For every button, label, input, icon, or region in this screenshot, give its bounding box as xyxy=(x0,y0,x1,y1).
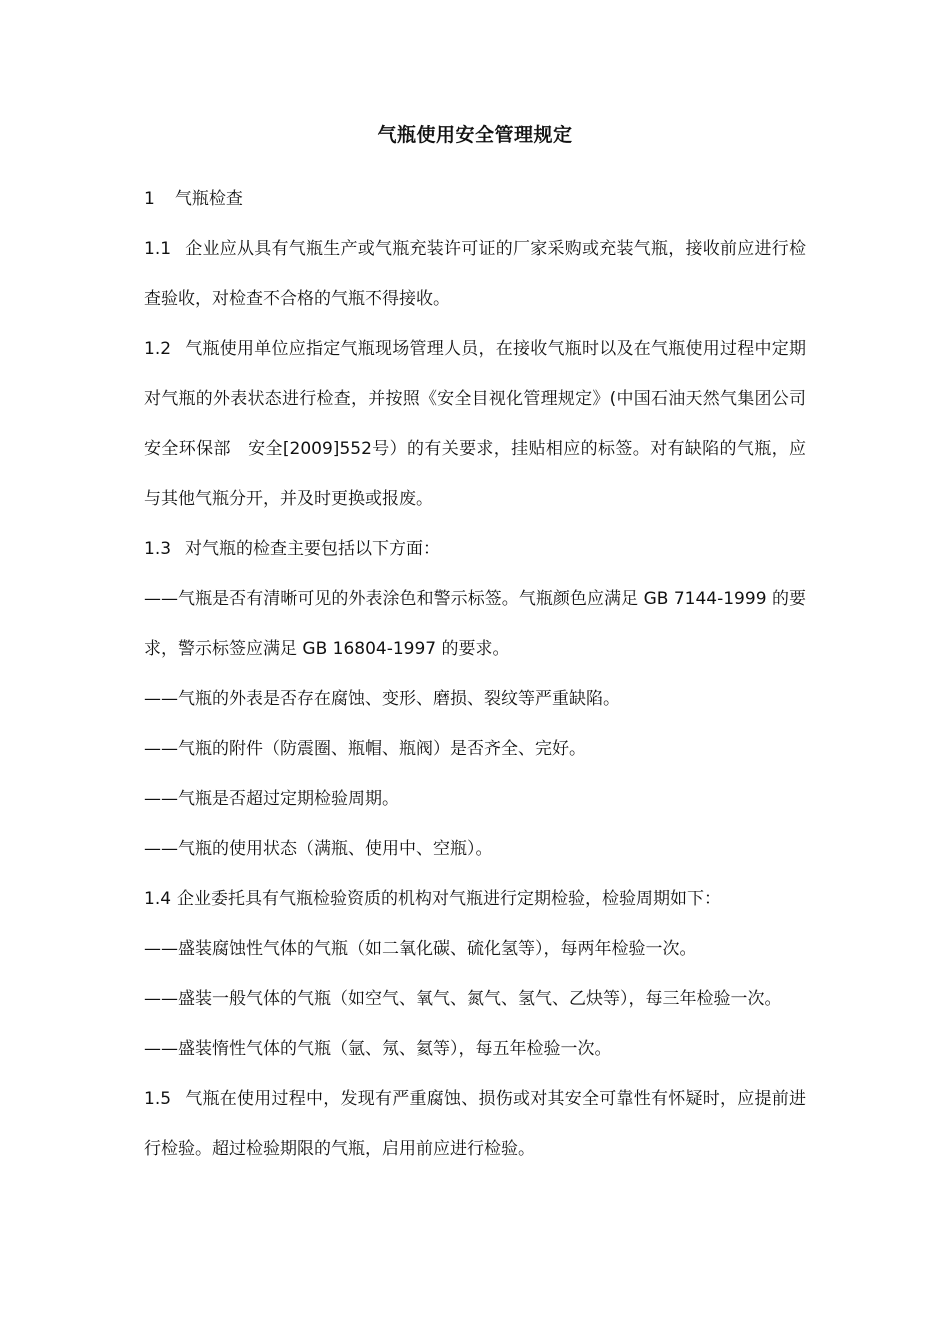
clause-paragraph xyxy=(144,324,806,524)
list-item-text: ——气瓶是否超过定期检验周期。 xyxy=(144,789,399,809)
list-item xyxy=(144,674,806,724)
list-item xyxy=(144,924,806,974)
clause-text: 气瓶在使用过程中，发现有严重腐蚀、损伤或对其安全可靠性有怀疑时，应提前进行检验。超过检验期限的气瓶，启用前应进行检验。 xyxy=(144,1089,806,1159)
list-item xyxy=(144,574,806,674)
clause-paragraph xyxy=(144,524,806,574)
clause-number: 1.5 xyxy=(144,1089,172,1109)
list-item-text: ——盛装惰性气体的气瓶（氩、氖、氦等），每五年检验一次。 xyxy=(144,1039,612,1059)
clause-number: 1.3 xyxy=(144,539,172,559)
list-item xyxy=(144,1024,806,1074)
clause-number: 1.4 xyxy=(144,889,172,909)
list-item-text: ——气瓶是否有清晰可见的外表涂色和警示标签。气瓶颜色应满足 GB 7144-1999 的要求，警示标签应满足 GB 16804-1997 的要求。 xyxy=(144,589,806,659)
section-heading xyxy=(144,174,806,224)
list-item-text: ——气瓶的使用状态（满瓶、使用中、空瓶）。 xyxy=(144,839,493,859)
clause-text: 企业委托具有气瓶检验资质的机构对气瓶进行定期检验，检验周期如下： xyxy=(177,889,722,909)
list-item xyxy=(144,974,806,1024)
list-item-text: ——盛装一般气体的气瓶（如空气、氧气、氮气、氢气、乙炔等），每三年检验一次。 xyxy=(144,989,782,1009)
list-item-text: ——气瓶的附件（防震圈、瓶帽、瓶阀）是否齐全、完好。 xyxy=(144,739,586,759)
clause-paragraph xyxy=(144,1074,806,1174)
list-item xyxy=(144,774,806,824)
clause-number: 1.2 xyxy=(144,339,172,359)
list-item xyxy=(144,724,806,774)
clause-text: 气瓶检查 xyxy=(174,189,243,209)
clause-text: 对气瓶的检查主要包括以下方面： xyxy=(185,539,441,559)
list-item xyxy=(144,824,806,874)
document-body xyxy=(144,174,806,1174)
clause-number: 1.1 xyxy=(144,239,172,259)
list-item-text: ——气瓶的外表是否存在腐蚀、变形、磨损、裂纹等严重缺陷。 xyxy=(144,689,620,709)
clause-paragraph xyxy=(144,224,806,324)
clause-paragraph xyxy=(144,874,806,924)
list-item-text: ——盛装腐蚀性气体的气瓶（如二氧化碳、硫化氢等），每两年检验一次。 xyxy=(144,939,697,959)
document-title: 气瓶使用安全管理规定 xyxy=(377,124,573,146)
clause-number: 1 xyxy=(144,189,155,209)
clause-text: 气瓶使用单位应指定气瓶现场管理人员，在接收气瓶时以及在气瓶使用过程中定期对气瓶的外表状态进行检查，并按照《安全目视化管理规定》(中国石油天然气集团公司安全环保部 安全[2009]552号）的有关要求，挂贴相应的标签。对有缺陷的气瓶，应与其他气瓶分开，并及时更换或报废。 xyxy=(144,339,806,509)
clause-text: 企业应从具有气瓶生产或气瓶充装许可证的厂家采购或充装气瓶，接收前应进行检查验收，对检查不合格的气瓶不得接收。 xyxy=(144,239,806,309)
